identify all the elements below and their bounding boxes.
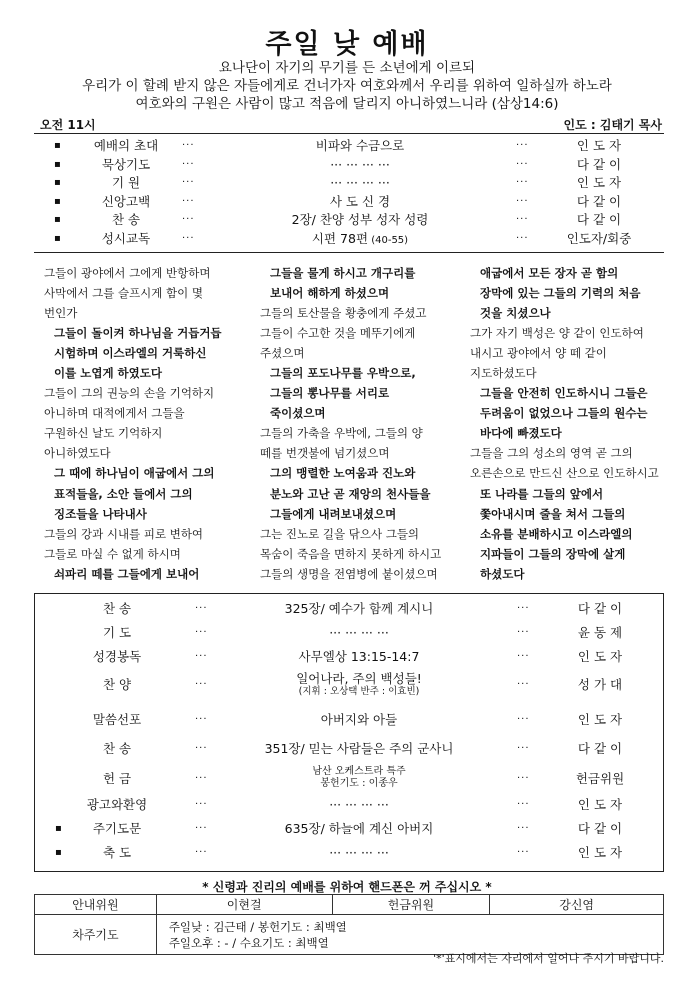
leader-dots: ··· [195, 679, 208, 690]
reading-line: 아니하며 대적에게서 그들을 [44, 406, 185, 421]
bullet-icon: ▪ [54, 140, 61, 151]
service-item-name: 찬 송 [102, 601, 132, 616]
order-item-content-text: ··· ··· ··· ··· [330, 175, 390, 191]
service-row [35, 844, 662, 862]
reading-line: 그들의 포도나무를 우박으로, [270, 366, 416, 381]
reading-column-2 [260, 263, 472, 584]
service-item-content [231, 766, 487, 790]
leader-dots: ··· [195, 627, 208, 638]
reading-line: 보내어 해하게 하셨으며 [270, 286, 390, 301]
leader-dots: ··· [517, 847, 530, 858]
bullet-icon: ▪ [54, 233, 61, 244]
service-leader: 인도 : 김태기 목사 [563, 118, 662, 132]
service-item-content-text: 사무엘상 13:15-14:7 [298, 649, 420, 664]
reading-line: 그들로 마실 수 없게 하시며 [44, 546, 181, 561]
reading-line: 그들을 물게 하시고 개구리를 [270, 266, 416, 280]
reading-line: 분노와 고난 곧 재앙의 천사들을 [270, 486, 431, 501]
reading-line: 그들에게 내려보내셨으며 [270, 506, 397, 521]
service-item-content-text: 325장/ 예수가 함께 계시니 [284, 601, 434, 616]
bullet-icon: ▪ [54, 195, 61, 207]
service-item-content [231, 796, 487, 814]
reading-line: 그들이 광야에서 그에게 반항하며 [44, 266, 211, 280]
standing-footnote: '*'표시에서는 자리에서 일어나 주시기 바랍니다. [433, 952, 664, 965]
reading-line: 두려움이 없었으나 그들의 원수는 [480, 406, 648, 421]
leader-dots: ··· [195, 743, 208, 754]
reading-line: 그들이 그의 권능의 손을 기억하지 [44, 386, 215, 401]
order-item-content-note: (40-55) [368, 235, 409, 246]
service-item-content-note: (지휘 : 오상택 반주 : 이효빈) [298, 686, 420, 697]
leader-dots: ··· [516, 195, 529, 207]
reading-line: 떼를 번갯불에 넘기셨으며 [260, 446, 390, 461]
bullet-icon: ▪ [55, 847, 62, 858]
service-item-name: 축 도 [102, 845, 132, 860]
order-item-content [230, 230, 490, 250]
reading-line: 그 때에 하나님이 애굽에서 그의 [54, 466, 215, 481]
reading-line: 지도하셨도다 [470, 366, 537, 381]
order-item-person: 인 도 자 [576, 138, 622, 153]
leader-dots: ··· [517, 627, 530, 638]
order-item-content-text: 사 도 신 경 [329, 193, 391, 209]
reading-line: 또 나라를 그들의 앞에서 [480, 486, 604, 501]
staff-table [34, 894, 664, 955]
service-item-person: 다 같 이 [577, 601, 623, 616]
service-item-person: 성 가 대 [577, 677, 623, 692]
service-item-person: 다 같 이 [577, 741, 623, 756]
order-row [34, 174, 664, 192]
order-item-name: 신앙고백 [101, 193, 151, 209]
phone-notice: * 신령과 진리의 예배를 위하여 핸드폰은 꺼 주십시오 * [202, 880, 492, 894]
reading-column-3 [470, 263, 682, 584]
service-item-content-text: 635장/ 하늘에 계신 아버지 [284, 821, 434, 836]
leader-dots: ··· [517, 823, 530, 834]
reading-line: 그들을 안전히 인도하시니 그들은 [480, 386, 648, 401]
leader-dots: ··· [517, 773, 530, 784]
leader-dots: ··· [517, 679, 530, 690]
reading-line: 아니하였도다 [44, 446, 111, 461]
order-row [34, 137, 664, 155]
leader-dots: ··· [195, 847, 208, 858]
leader-dots: ··· [517, 799, 530, 810]
service-item-content-text: 아버지와 아들 [320, 712, 398, 727]
reading-line: 표적들을, 소안 들에서 그의 [54, 486, 193, 501]
order-item-name: 묵상기도 [101, 156, 151, 172]
service-item-person: 헌금위원 [575, 771, 625, 786]
order-item-name: 찬 송 [111, 212, 141, 228]
reading-line: 그들이 돌이켜 하나님을 거듭거듭 [54, 326, 222, 341]
service-item-content [231, 740, 487, 758]
service-item-name: 광고와환영 [86, 797, 148, 812]
next-prayer-line-2: 주일오후 : - / 수요기도 : 최백열 [168, 935, 329, 950]
service-row [35, 820, 662, 838]
service-item-content [231, 820, 487, 838]
reading-line: 시험하며 이스라엘의 거룩하신 [54, 346, 207, 361]
next-prayer-label: 차주기도 [35, 915, 157, 955]
order-item-content [230, 174, 490, 192]
order-item-name: 성시교독 [101, 231, 151, 246]
reading-line: 주셨으며 [260, 346, 305, 361]
leader-dots: ··· [195, 714, 208, 725]
reading-line: 그들의 강과 시내를 피로 변하여 [44, 526, 204, 541]
leader-dots: ··· [195, 823, 208, 834]
service-item-content [231, 648, 487, 666]
service-item-content [231, 624, 487, 642]
service-row [35, 624, 662, 642]
reading-line: 징조들을 나타내사 [54, 506, 147, 521]
service-item-content-text: ··· ··· ··· ··· [329, 625, 389, 640]
service-item-name: 주기도문 [92, 821, 142, 836]
reading-line: 장막에 있는 그들의 기력의 처음 [480, 286, 641, 301]
service-item-person: 인 도 자 [577, 712, 623, 727]
service-item-person: 윤 동 제 [577, 625, 623, 640]
leader-dots: ··· [195, 603, 208, 614]
reading-line: 그들의 생명을 전염병에 붙이셨으며 [260, 566, 438, 581]
reading-line: 그들의 토산물을 황충에게 주셨고 [260, 306, 427, 321]
next-prayer-detail [156, 915, 663, 955]
leader-dots: ··· [516, 233, 529, 244]
service-item-name: 찬 양 [102, 677, 132, 692]
order-item-person: 다 같 이 [576, 212, 622, 228]
leader-dots: ··· [517, 743, 530, 754]
order-item-content [230, 211, 490, 229]
bullet-icon: ▪ [54, 214, 61, 226]
reading-line: 그들이 수고한 것을 메뚜기에게 [260, 326, 416, 341]
top-divider [34, 133, 664, 134]
leader-dots: ··· [182, 195, 195, 207]
reading-line: 지파들이 그들의 장막에 살게 [480, 546, 626, 561]
reading-line: 하셨도다 [480, 566, 525, 581]
order-item-content [230, 137, 490, 155]
order-item-person: 다 같 이 [576, 193, 622, 209]
order-of-worship-main [34, 593, 664, 872]
reading-line: 그가 자기 백성은 양 같이 인도하여 [470, 326, 644, 341]
order-row [34, 211, 664, 229]
service-item-name: 찬 송 [102, 741, 132, 756]
service-item-content-note: 봉헌기도 : 이종우 [320, 778, 398, 789]
reading-line: 오른손으로 만드신 산으로 인도하시고 [470, 466, 659, 481]
order-divider [34, 252, 664, 253]
leader-dots: ··· [516, 214, 529, 226]
order-item-content [230, 156, 490, 174]
order-item-content [230, 193, 490, 211]
reading-line: 그는 진노로 길을 닦으사 그들의 [260, 526, 420, 541]
leader-dots: ··· [182, 233, 195, 244]
order-item-person: 인 도 자 [576, 175, 622, 191]
order-item-name: 기 원 [111, 175, 141, 191]
reading-column-1 [44, 263, 256, 584]
reading-line: 그들의 뽕나무를 서리로 [270, 386, 390, 401]
service-row [35, 600, 662, 618]
service-item-content-text: ··· ··· ··· ··· [329, 797, 389, 812]
theme-verse-line-2: 우리가 이 할례 받지 않은 자들에게로 건너가자 여호와께서 우리를 위하여 일하실까 하노라 [82, 78, 612, 94]
service-item-name: 헌 금 [102, 771, 132, 786]
reading-line: 그들을 그의 성소의 영역 곧 그의 [470, 446, 633, 461]
leader-dots: ··· [516, 140, 529, 151]
reading-line: 이를 노엽게 하였도다 [54, 366, 162, 381]
guide-name: 이현걸 [156, 895, 332, 915]
reading-line: 애굽에서 모든 장자 곧 함의 [480, 266, 619, 280]
bullet-icon: ▪ [54, 158, 61, 170]
reading-line: 목숨이 죽음을 면하지 못하게 하시고 [260, 546, 442, 561]
next-prayer-line-1: 주일낮 : 김근태 / 봉헌기도 : 최백열 [168, 919, 347, 934]
reading-line: 것을 치셨으나 [480, 306, 551, 321]
order-item-content-text: ··· ··· ··· ··· [330, 156, 390, 172]
bullet-icon: ▪ [55, 823, 62, 834]
service-row [35, 672, 662, 698]
order-item-content-text: 비파와 수금으로 [315, 138, 405, 153]
service-item-person: 인 도 자 [577, 797, 623, 812]
service-item-person: 다 같 이 [577, 821, 623, 836]
leader-dots: ··· [182, 177, 195, 189]
service-item-content [231, 600, 487, 618]
service-item-content-text: 남산 오케스트라 특주 [312, 766, 406, 777]
offering-committee-label: 헌금위원 [332, 895, 490, 915]
order-row [34, 230, 664, 248]
leader-dots: ··· [517, 714, 530, 725]
service-row [35, 796, 662, 814]
bullet-icon: ▪ [54, 177, 61, 189]
theme-verse-line-3: 여호와의 구원은 사람이 많고 적음에 달리지 아니하였느니라 (삼상14:6) [135, 96, 559, 112]
reading-line: 번인가 [44, 306, 78, 321]
reading-line: 쫓아내시며 줄을 쳐서 그들의 [480, 506, 626, 521]
leader-dots: ··· [516, 158, 529, 170]
reading-line: 죽이셨으며 [270, 406, 326, 421]
reading-line: 그들의 가축을 우박에, 그들의 양 [260, 426, 423, 441]
leader-dots: ··· [182, 140, 195, 151]
order-item-content-text: 2장/ 찬양 성부 성자 성령 [291, 212, 429, 228]
reading-line: 그의 맹렬한 노여움과 진노와 [270, 466, 416, 481]
guide-label: 안내위원 [35, 895, 157, 915]
leader-dots: ··· [195, 799, 208, 810]
reading-line: 내시고 광야에서 양 떼 같이 [470, 346, 607, 361]
service-row [35, 648, 662, 666]
service-row [35, 766, 662, 792]
reading-line: 쇠파리 떼를 그들에게 보내어 [54, 566, 200, 581]
leader-dots: ··· [517, 603, 530, 614]
service-item-name: 기 도 [102, 625, 132, 640]
order-item-content-text: 시편 78편 [311, 231, 369, 246]
order-item-name: 예배의 초대 [93, 138, 159, 153]
service-item-content [231, 844, 487, 862]
offering-committee-name: 강신염 [490, 895, 664, 915]
order-item-person: 다 같 이 [576, 156, 622, 172]
reading-line: 사막에서 그를 슬프시게 함이 몇 [44, 286, 204, 301]
theme-verse-line-1: 요나단이 자기의 무기를 든 소년에게 이르되 [218, 60, 476, 76]
leader-dots: ··· [195, 651, 208, 662]
page-title: 주일 낮 예배 [265, 29, 429, 60]
order-item-person: 인도자/회중 [566, 231, 632, 246]
leader-dots: ··· [517, 651, 530, 662]
service-item-content-text: 351장/ 믿는 사람들은 주의 군사니 [264, 741, 454, 756]
service-item-name: 말씀선포 [92, 712, 142, 727]
service-row [35, 711, 662, 729]
leader-dots: ··· [182, 214, 195, 226]
service-item-content-text: 일어나라, 주의 백성들! [296, 671, 422, 686]
service-item-content [231, 672, 487, 698]
order-row [34, 193, 664, 211]
service-item-content-text: ··· ··· ··· ··· [329, 845, 389, 860]
reading-line: 바다에 빠졌도다 [480, 426, 562, 441]
service-item-person: 인 도 자 [577, 649, 623, 664]
reading-line: 구원하신 날도 기억하지 [44, 426, 163, 441]
leader-dots: ··· [182, 158, 195, 170]
service-item-name: 성경봉독 [92, 649, 142, 664]
service-item-content [231, 711, 487, 729]
service-row [35, 740, 662, 758]
service-item-person: 인 도 자 [577, 845, 623, 860]
reading-line: 소유를 분배하시고 이스라엘의 [480, 526, 633, 541]
leader-dots: ··· [516, 177, 529, 189]
leader-dots: ··· [195, 773, 208, 784]
order-row [34, 156, 664, 174]
service-time: 오전 11시 [40, 118, 96, 132]
